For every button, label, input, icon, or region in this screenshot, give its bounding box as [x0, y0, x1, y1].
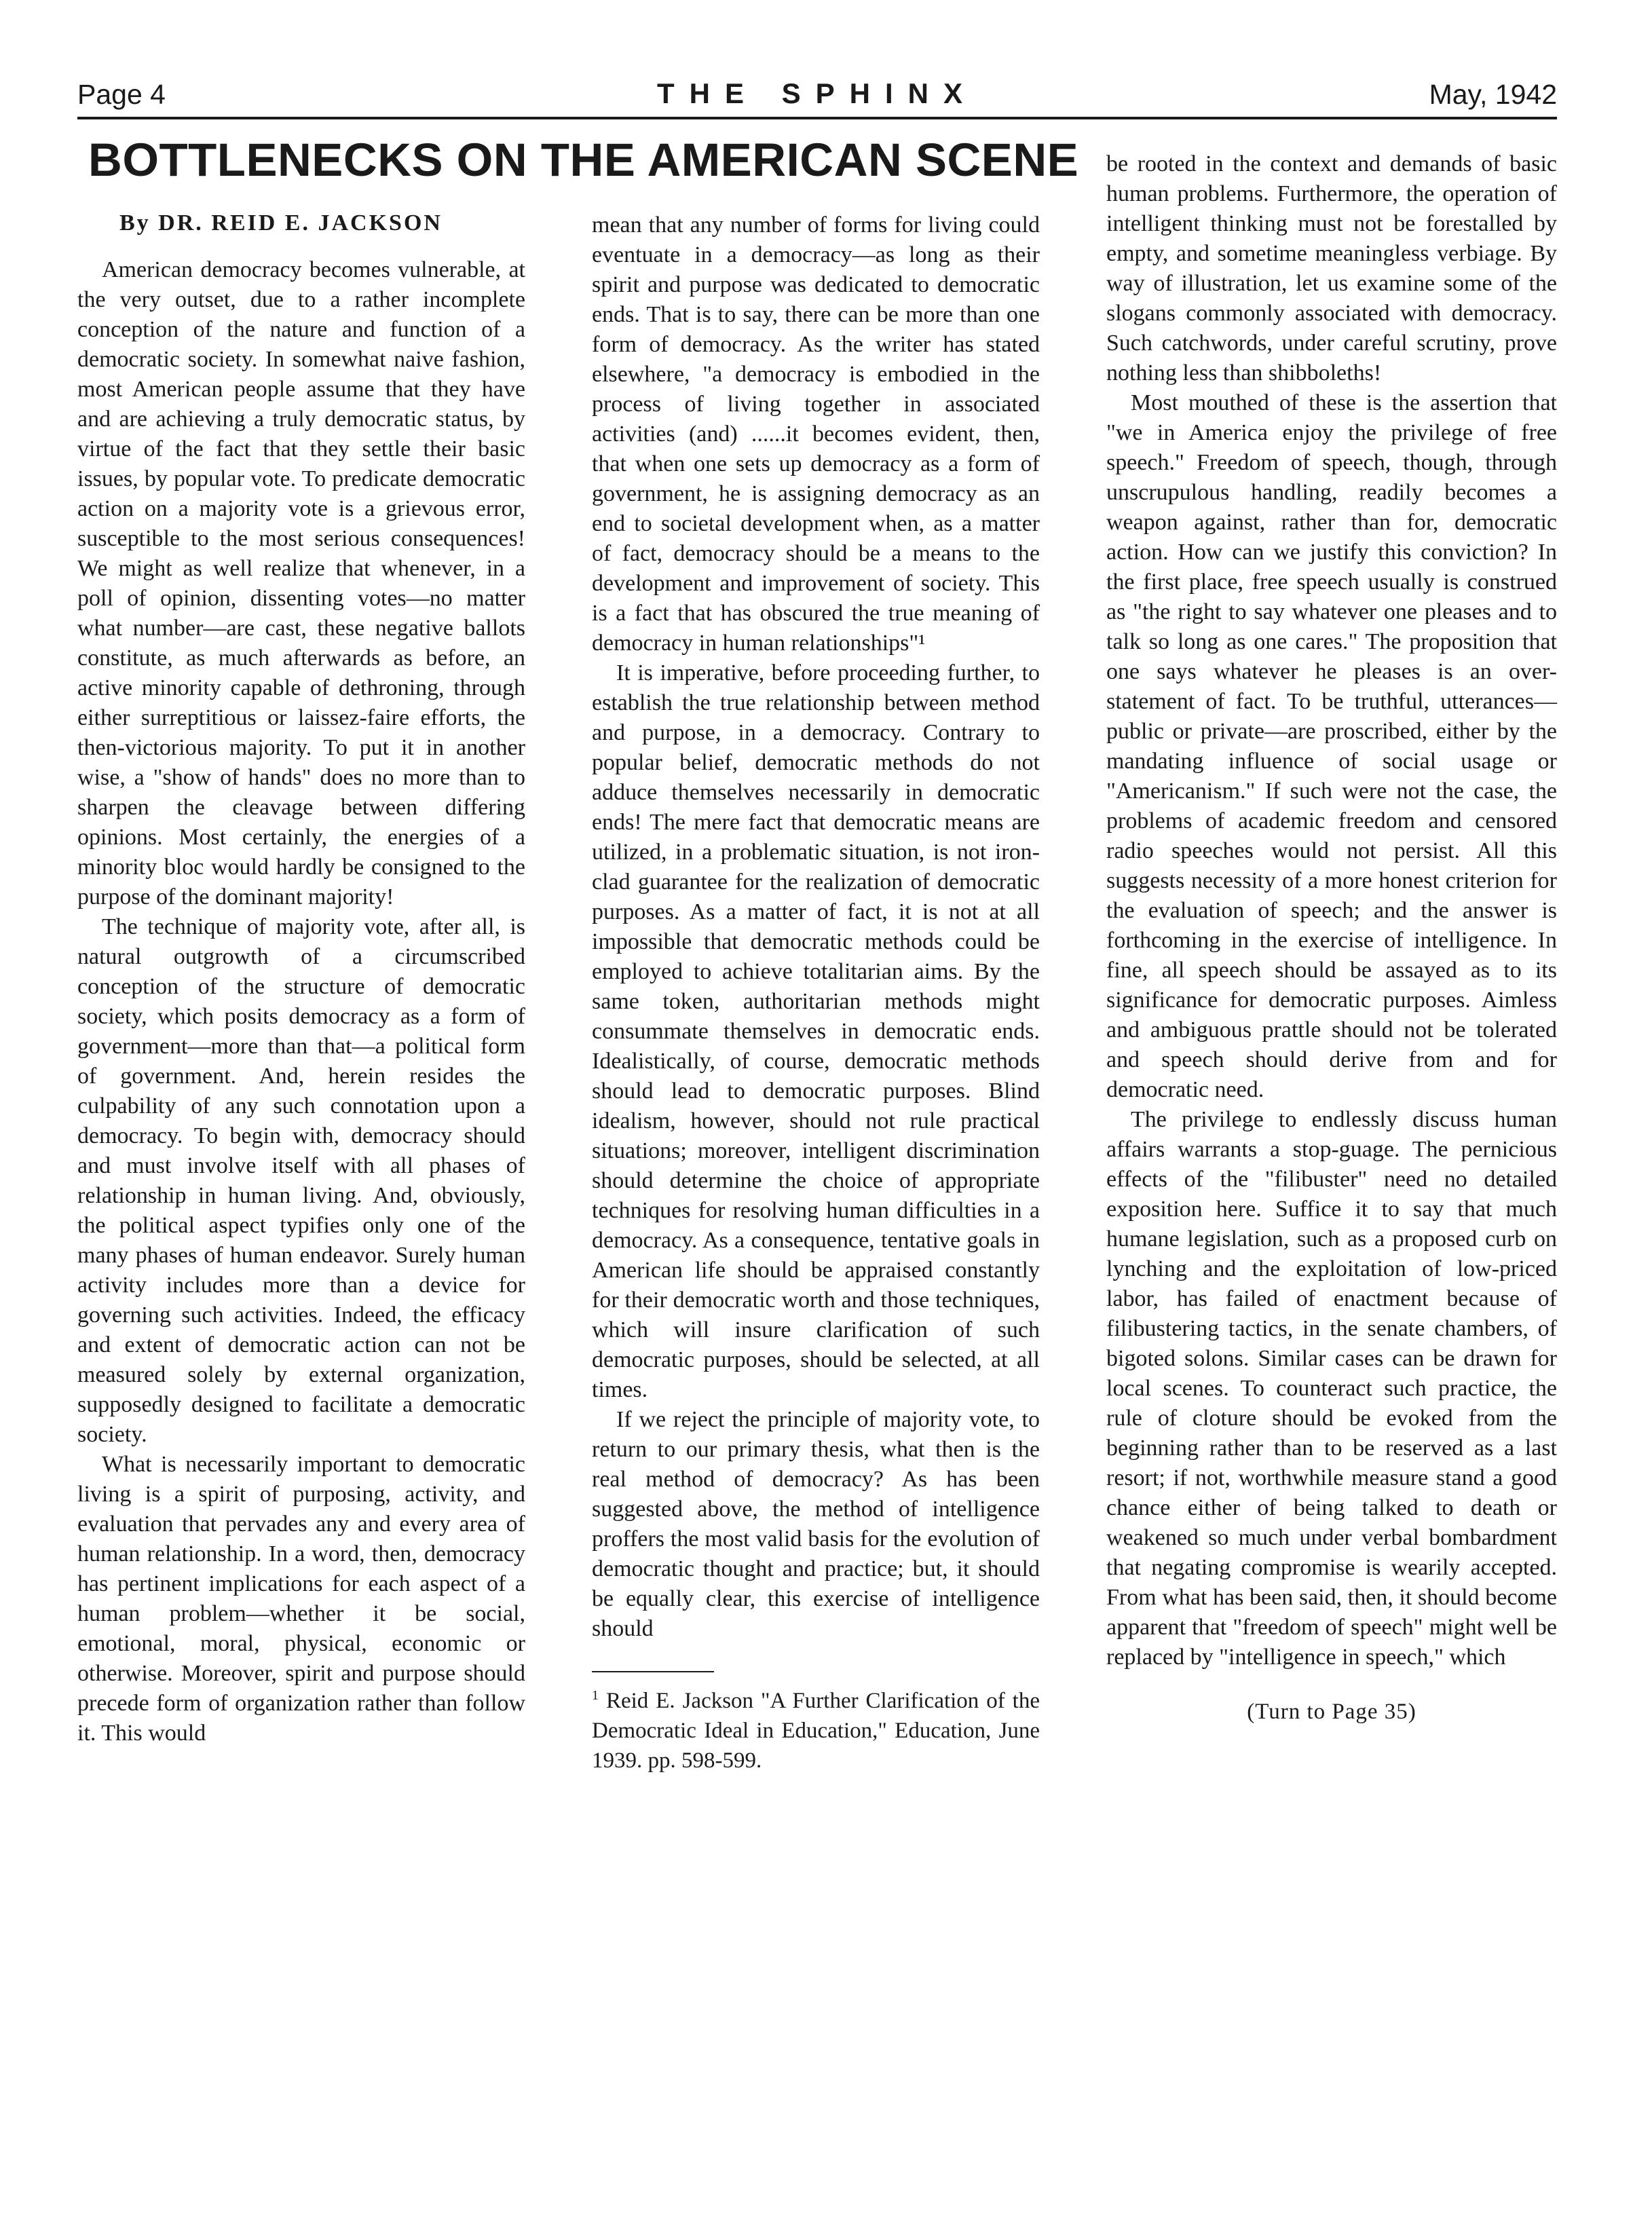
- paragraph: What is necessarily important to democratic living is a spirit of purposing, activity, and evaluation that pervades any and every area of human relationship. In a word, then, democracy has pertinent implications for each aspect of a human problem—whether it be social, emotional, moral, physical, economic or otherwise. Moreover, spirit and purpose should precede form of organization rather than follow it. This would: [77, 1452, 525, 1746]
- running-header: [77, 73, 1557, 114]
- article-column-1: [77, 255, 525, 1748]
- paragraph: be rooted in the context and demands of basic human problems. Furthermore, the operation of intelligent thinking must not be forestalled by empty, and sometime meaningless verbiage. By way of illustration, let us examine some of the slogans commonly associated with democracy. Such catchwords, under careful scrutiny, prove nothing less than shibboleths!: [1106, 151, 1557, 386]
- header-divider: [77, 117, 1557, 119]
- article-title: BOTTLENECKS ON THE AMERICAN SCENE: [88, 134, 1079, 186]
- paragraph: Most mouthed of these is the assertion that "we in America enjoy the privilege of free speech." Freedom of speech, though, through unscrupulous handling, readily becomes a weapon against, rather than for, democratic action. How can we justify this conviction? In the first place, free speech usually is construed as "the right to say whatever one pleases and to talk so long as one cares." The proposition that one says whatever he pleases is an over-statement of fact. To be truthful, utterances—public or private—are proscribed, either by the mandating influence of social usage or "Americanism." If such were not the case, the problems of academic freedom and censored radio speeches would not persist. All this suggests necessity of a more honest criterion for the evaluation of speech; and the answer is forthcoming in the exercise of intelligence. In fine, all speech should be assayed as to its significance for democratic purposes. Aimless and ambiguous prattle should not be tolerated and speech should derive from and for democratic need.: [1106, 390, 1557, 1102]
- paragraph: It is imperative, before proceeding further, to establish the true relationship between method and purpose, in a democracy. Contrary to popular belief, democratic methods do not adduce themselves necessarily in democratic ends! The mere fact that democratic means are utilized, in a problematic situation, is not iron-clad guarantee for the realization of democratic purposes. As a matter of fact, it is not at all impossible that democratic methods could be employed to achieve totalitarian aims. By the same token, authoritarian methods might consummate themselves in democratic ends. Idealistically, of course, democratic methods should lead to democratic purposes. Blind idealism, however, should not rule practical situations; moreover, intelligent discrimination should determine the choice of appropriate techniques for resolving human difficulties in a democracy. As a consequence, tentative goals in American life should be appraised constantly for their democratic worth and those techniques, which will insure clarification of such democratic purposes, should be selected, at all times.: [592, 660, 1040, 1402]
- paragraph: The technique of majority vote, after all, is natural outgrowth of a circumscribed conception of the structure of democratic society, which posits democracy as a form of government—more than that—a political form of government. And, herein resides the culpability of any such connotation upon a democracy. To begin with, democracy should and must involve itself with all phases of relationship in human living. And, obviously, the political aspect typifies only one of the many phases of human endeavor. Surely human activity includes more than a device for governing such activities. Indeed, the efficacy and extent of democratic action can not be measured solely by external organization, supposedly designed to facilitate a democratic society.: [77, 914, 525, 1447]
- page-number: Page 4: [77, 79, 166, 110]
- issue-date: May, 1942: [1429, 79, 1557, 110]
- article-column-2: [592, 210, 1040, 1644]
- article-column-3: [1106, 149, 1557, 1672]
- paragraph: If we reject the principle of majority vote, to return to our primary thesis, what then is the real method of democracy? As has been suggested above, the method of intelligence proffers the most valid basis for the evolution of democratic thought and practice; but, it should be equally clear, this exercise of intelligence should: [592, 1407, 1040, 1641]
- footnote-divider: [592, 1671, 714, 1672]
- footnote-marker: 1: [592, 1688, 599, 1703]
- footnote: [592, 1681, 1040, 1776]
- magazine-name: THE SPHINX: [656, 77, 978, 109]
- paragraph: mean that any number of forms for living could eventuate in a democracy—as long as their spirit and purpose was dedicated to democratic ends. That is to say, there can be more than one form of democracy. As the writer has stated elsewhere, "a democracy is embodied in the process of living together in associated activities (and) ......it becomes evident, then, that when one sets up democracy as a form of government, he is assigning democracy as an end to societal development when, as a matter of fact, democracy should be a means to the development and improvement of society. This is a fact that has obscured the true meaning of democracy in human relationships"¹: [592, 212, 1040, 656]
- paragraph: The privilege to endlessly discuss human affairs warrants a stop-guage. The pernicious effects of the "filibuster" need no detailed exposition here. Suffice it to say that much humane legislation, such as a proposed curb on lynching and the exploitation of low-priced labor, has failed of enactment because of filibustering tactics, in the senate chambers, of bigoted solons. Similar cases can be drawn for local scenes. To counteract such practice, the rule of cloture should be evoked from the beginning rather than to be reserved as a last resort; if not, worthwhile measure stand a good chance either of being talked to death or weakened so much under verbal bombardment that negating compromise is wearily accepted. From what has been said, then, it should become apparent that "freedom of speech" might well be replaced by "intelligence in speech," which: [1106, 1107, 1557, 1670]
- paragraph: American democracy becomes vulnerable, at the very outset, due to a rather incomplete conception of the nature and function of a democratic society. In somewhat naive fashion, most American people assume that they have and are achieving a truly democratic status, by virtue of the fact that they settle their basic issues, by popular vote. To predicate democratic action on a majority vote is a grievous error, susceptible to the most serious consequences! We might as well realize that whenever, in a poll of opinion, dissenting votes—no matter what number—are cast, these negative ballots constitute, as much afterwards as before, an active minority capable of dethroning, through either surreptitious or laissez-faire efforts, the then-victorious majority. To put it in another wise, a "show of hands" does no more than to sharpen the cleavage between differing opinions. Most certainly, the energies of a minority bloc would hardly be consigned to the purpose of the dominant majority!: [77, 257, 525, 909]
- article-byline: By DR. REID E. JACKSON: [119, 210, 443, 236]
- continuation-note: (Turn to Page 35): [1247, 1700, 1416, 1724]
- footnote-text: Reid E. Jackson "A Further Clarification of the Democratic Ideal in Education," Education, June 1939. pp. 598-599.: [592, 1689, 1040, 1773]
